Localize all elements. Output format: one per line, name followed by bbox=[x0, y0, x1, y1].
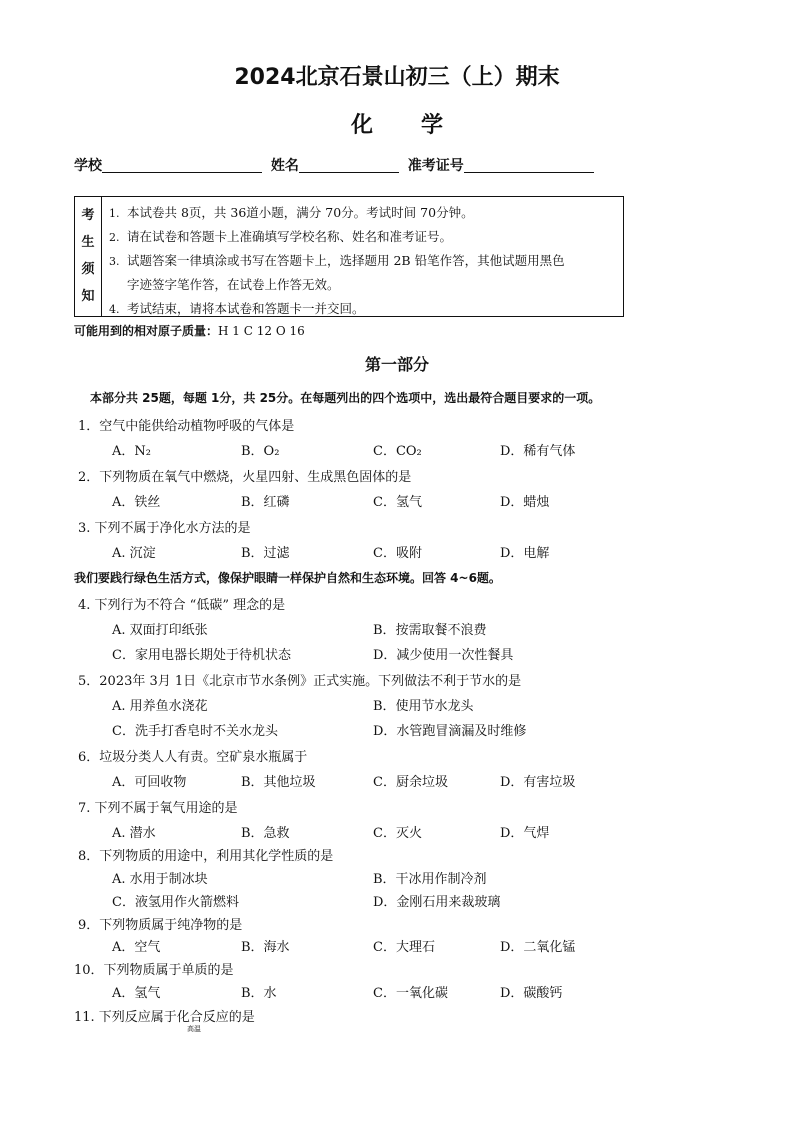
part-one-intro: 本部分共 25题，每题 1分，共 25分。在每题列出的四个选项中，选出最符合题目要求的一项。 bbox=[90, 391, 601, 405]
student-info-line bbox=[74, 155, 598, 175]
atomic-mass-label: 可能用到的相对原子质量： bbox=[74, 324, 219, 338]
notice-side-char: 考 bbox=[81, 208, 95, 223]
option[interactable]: B．水 bbox=[241, 986, 277, 1001]
option[interactable]: A. 双面打印纸张 bbox=[112, 623, 208, 638]
option[interactable]: C．液氢用作火箭燃料 bbox=[112, 895, 239, 910]
question-stem: 2．下列物质在氧气中燃烧，火星四射、生成黑色固体的是 bbox=[78, 470, 412, 485]
option[interactable]: D．二氧化锰 bbox=[500, 940, 576, 955]
option[interactable]: B．其他垃圾 bbox=[241, 775, 316, 790]
option[interactable]: B．使用节水龙头 bbox=[373, 699, 474, 714]
option[interactable]: D．有害垃圾 bbox=[500, 775, 576, 790]
school-blank[interactable] bbox=[102, 157, 262, 173]
question-stem: 1．空气中能供给动植物呼吸的气体是 bbox=[78, 419, 295, 434]
exam-id-label: 准考证号 bbox=[407, 158, 464, 174]
option[interactable]: D．气焊 bbox=[500, 826, 550, 841]
option[interactable]: C．CO₂ bbox=[373, 444, 422, 459]
option[interactable]: D．蜡烛 bbox=[500, 495, 550, 510]
question-stem: 10．下列物质属于单质的是 bbox=[74, 963, 234, 978]
option[interactable]: A. 水用于制冰块 bbox=[112, 872, 208, 887]
subject-char-2: 学 bbox=[421, 113, 444, 138]
notice-item: 4. 考试结束，请将本试卷和答题卡一并交回。 bbox=[109, 301, 365, 316]
notice-item: 字迹签字笔作答，在试卷上作答无效。 bbox=[127, 277, 340, 292]
option[interactable]: C．一氧化碳 bbox=[373, 986, 448, 1001]
notice-item: 1. 本试卷共 8页，共 36道小题，满分 70分。考试时间 70分钟。 bbox=[109, 205, 474, 220]
notice-side-label bbox=[75, 197, 102, 316]
question-stem: 7. 下列不属于氧气用途的是 bbox=[78, 801, 238, 816]
option[interactable]: B．O₂ bbox=[241, 444, 280, 459]
exam-title: 2024北京石景山初三（上）期末 bbox=[234, 65, 560, 90]
atomic-mass-line bbox=[74, 322, 305, 339]
question-stem: 8．下列物质的用途中，利用其化学性质的是 bbox=[78, 849, 334, 864]
option[interactable]: D．水管跑冒滴漏及时维修 bbox=[373, 724, 527, 739]
option[interactable]: C．灭火 bbox=[373, 826, 422, 841]
option[interactable]: B．急救 bbox=[241, 826, 290, 841]
name-label: 姓名 bbox=[270, 158, 299, 174]
exam-notice-box bbox=[74, 196, 624, 317]
option[interactable]: C．吸附 bbox=[373, 546, 422, 561]
notice-side-char: 生 bbox=[81, 235, 95, 250]
reaction-condition-label: 高温 bbox=[187, 1025, 201, 1033]
notice-side-char: 须 bbox=[81, 262, 95, 277]
option[interactable]: A．空气 bbox=[112, 940, 161, 955]
option[interactable]: C．大理石 bbox=[373, 940, 435, 955]
part-one-title: 第一部分 bbox=[364, 355, 429, 374]
option[interactable]: D．稀有气体 bbox=[500, 444, 576, 459]
option[interactable]: A. 潜水 bbox=[112, 826, 156, 841]
option[interactable]: A．可回收物 bbox=[112, 775, 187, 790]
question-stem: 5．2023年 3月 1日《北京市节水条例》正式实施。下列做法不利于节水的是 bbox=[78, 674, 522, 689]
option[interactable]: B．过滤 bbox=[241, 546, 290, 561]
subject-title bbox=[0, 108, 794, 139]
option[interactable]: A. 沉淀 bbox=[112, 546, 156, 561]
option[interactable]: A. 用养鱼水浇花 bbox=[112, 699, 208, 714]
question-stem: 3. 下列不属于净化水方法的是 bbox=[78, 521, 251, 536]
option[interactable]: B．干冰用作制冷剂 bbox=[373, 872, 487, 887]
option[interactable]: B．红磷 bbox=[241, 495, 290, 510]
option[interactable]: C．氢气 bbox=[373, 495, 422, 510]
subject-char-1: 化 bbox=[350, 113, 373, 138]
school-label: 学校 bbox=[74, 158, 102, 174]
question-stem: 11. 下列反应属于化合反应的是 bbox=[74, 1010, 255, 1025]
option[interactable]: B．海水 bbox=[241, 940, 290, 955]
option[interactable]: C．洗手打香皂时不关水龙头 bbox=[112, 724, 278, 739]
option[interactable]: C．厨余垃圾 bbox=[373, 775, 448, 790]
option[interactable]: A．氢气 bbox=[112, 986, 161, 1001]
option[interactable]: A．铁丝 bbox=[112, 495, 161, 510]
option[interactable]: D．减少使用一次性餐具 bbox=[373, 648, 514, 663]
notice-side-char: 知 bbox=[81, 289, 95, 304]
question-stem: 9．下列物质属于纯净物的是 bbox=[78, 918, 243, 933]
exam-id-blank[interactable] bbox=[464, 157, 594, 173]
option[interactable]: D．金刚石用来裁玻璃 bbox=[373, 895, 501, 910]
option[interactable]: C．家用电器长期处于待机状态 bbox=[112, 648, 291, 663]
question-stem: 6．垃圾分类人人有责。空矿泉水瓶属于 bbox=[78, 750, 308, 765]
notice-item: 2. 请在试卷和答题卡上准确填写学校名称、姓名和准考证号。 bbox=[109, 229, 453, 244]
option[interactable]: D．碳酸钙 bbox=[500, 986, 563, 1001]
notice-item: 3. 试题答案一律填涂或书写在答题卡上，选择题用 2B 铅笔作答，其他试题用黑色 bbox=[109, 253, 565, 268]
option[interactable]: B．按需取餐不浪费 bbox=[373, 623, 487, 638]
question-stem: 4. 下列行为不符合 “低碳” 理念的是 bbox=[78, 598, 286, 613]
name-blank[interactable] bbox=[299, 157, 399, 173]
option[interactable]: D．电解 bbox=[500, 546, 550, 561]
section-note: 我们要践行绿色生活方式，像保护眼睛一样保护自然和生态环境。回答 4~6题。 bbox=[74, 571, 501, 585]
option[interactable]: A．N₂ bbox=[112, 444, 151, 459]
atomic-mass-values: H 1 C 12 O 16 bbox=[218, 324, 305, 338]
